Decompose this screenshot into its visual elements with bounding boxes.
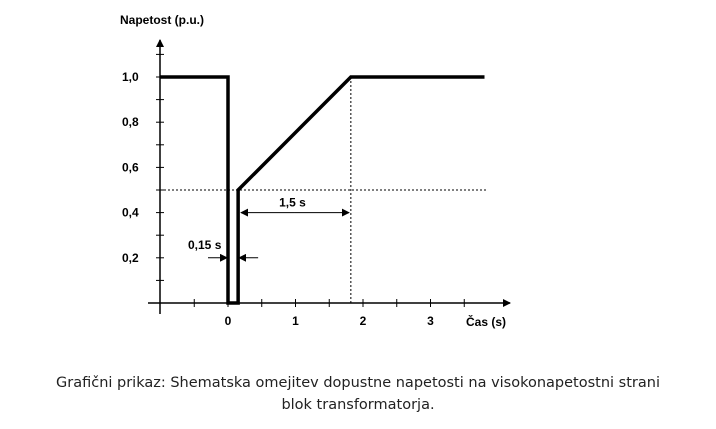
x-tick-label: 1: [292, 314, 299, 328]
caption-line-1: Grafični prikaz: Shematska omejitev dopustne napetosti na visokonapetostni strani: [56, 375, 660, 391]
y-tick-label: 1,0: [122, 70, 139, 84]
y-tick-label: 0,6: [122, 160, 139, 175]
x-axis-title: Čas (s): [466, 315, 507, 329]
y-tick-label: 0,8: [122, 115, 139, 130]
reference-lines: [160, 77, 488, 303]
annotation-label: 1,5 s: [279, 195, 306, 210]
x-tick-label: 0: [224, 314, 232, 328]
y-tick-label: 0,2: [122, 250, 139, 265]
x-tick-label: 2: [359, 314, 367, 328]
axes: [122, 40, 510, 328]
figure-caption: [0, 372, 716, 416]
x-tick-label: 3: [427, 314, 434, 328]
y-axis-title: Napetost (p.u.): [120, 13, 204, 27]
y-tick-label: 0,4: [122, 205, 139, 220]
annotations: [188, 196, 349, 258]
caption-line-2: blok transformatorja.: [281, 397, 435, 413]
annotation-label: 0,15 s: [188, 237, 222, 252]
